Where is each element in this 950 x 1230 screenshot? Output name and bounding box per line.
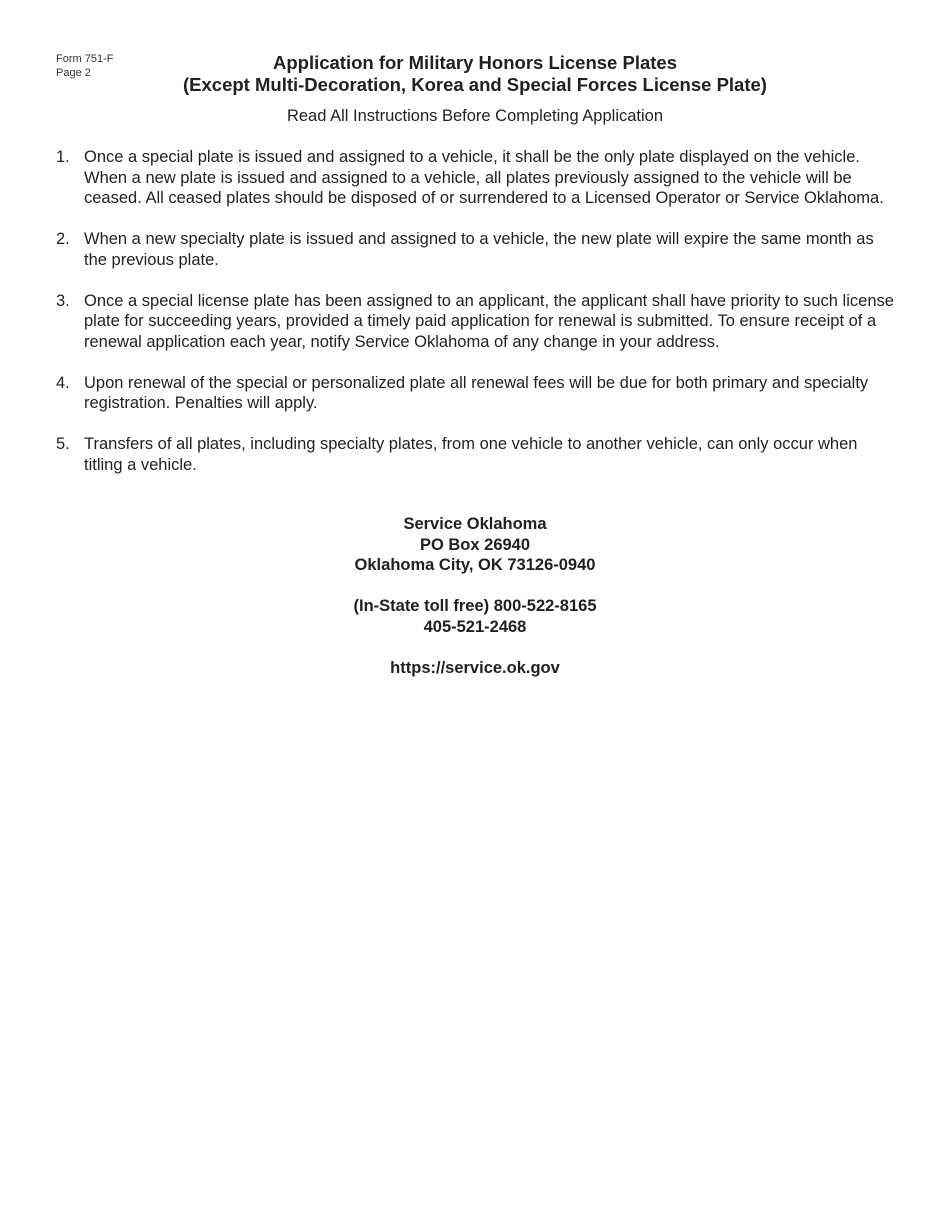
contact-toll-free: (In-State toll free) 800-522-8165 [353, 597, 597, 615]
list-item [56, 373, 896, 414]
item-text: Once a special plate is issued and assigned to a vehicle, it shall be the only plate displayed on the vehicle. When a new plate is issued and assigned to a vehicle, all plates previously assigned to the vehicle will be ceased. All ceased plates should be disposed of or surrendered to a Licensed Operator or Service Oklahoma. [84, 148, 884, 207]
instructions-note: Read All Instructions Before Completing Application [286, 107, 664, 125]
title-line-2: (Except Multi-Decoration, Korea and Special Forces License Plate) [183, 74, 767, 95]
contact-po-box: PO Box 26940 [419, 535, 531, 554]
item-number: 3. [56, 291, 70, 310]
item-text: Transfers of all plates, including specialty plates, from one vehicle to another vehicle, can only occur when titling a vehicle. [84, 435, 858, 474]
document-title [0, 52, 950, 96]
spacer [0, 637, 950, 658]
item-number: 1. [56, 148, 70, 166]
title-line-1: Application for Military Honors License Plates [272, 52, 677, 73]
page-number: Page 2 [56, 66, 91, 79]
list-item [56, 229, 896, 270]
item-text: Upon renewal of the special or personalized plate all renewal fees will be due for both primary and specialty registration. Penalties will apply. [84, 373, 869, 412]
list-item [56, 291, 896, 353]
list-item [56, 147, 896, 209]
item-number: 4. [56, 373, 70, 392]
contact-name: Service Oklahoma [403, 515, 547, 533]
instructions-list [56, 147, 896, 496]
item-text: Once a special license plate has been assigned to an applicant, the applicant shall have priority to such license plate for succeeding years, provided a timely paid application for renewal is submitted. To ensure receipt of a renewal application each year, notify Service Oklahoma of any change in your address. [84, 291, 894, 351]
form-number: Form 751-F [56, 53, 114, 65]
item-number: 5. [56, 435, 70, 453]
list-item [56, 434, 896, 475]
spacer [0, 576, 950, 597]
item-text: When a new specialty plate is issued and assigned to a vehicle, the new plate will expire the same month as the previous plate. [84, 230, 874, 269]
contact-block [0, 514, 950, 678]
item-number: 2. [56, 230, 70, 248]
contact-city-state-zip: Oklahoma City, OK 73126-0940 [354, 556, 596, 574]
contact-website: https://service.ok.gov [390, 658, 560, 677]
contact-phone: 405-521-2468 [423, 617, 527, 636]
